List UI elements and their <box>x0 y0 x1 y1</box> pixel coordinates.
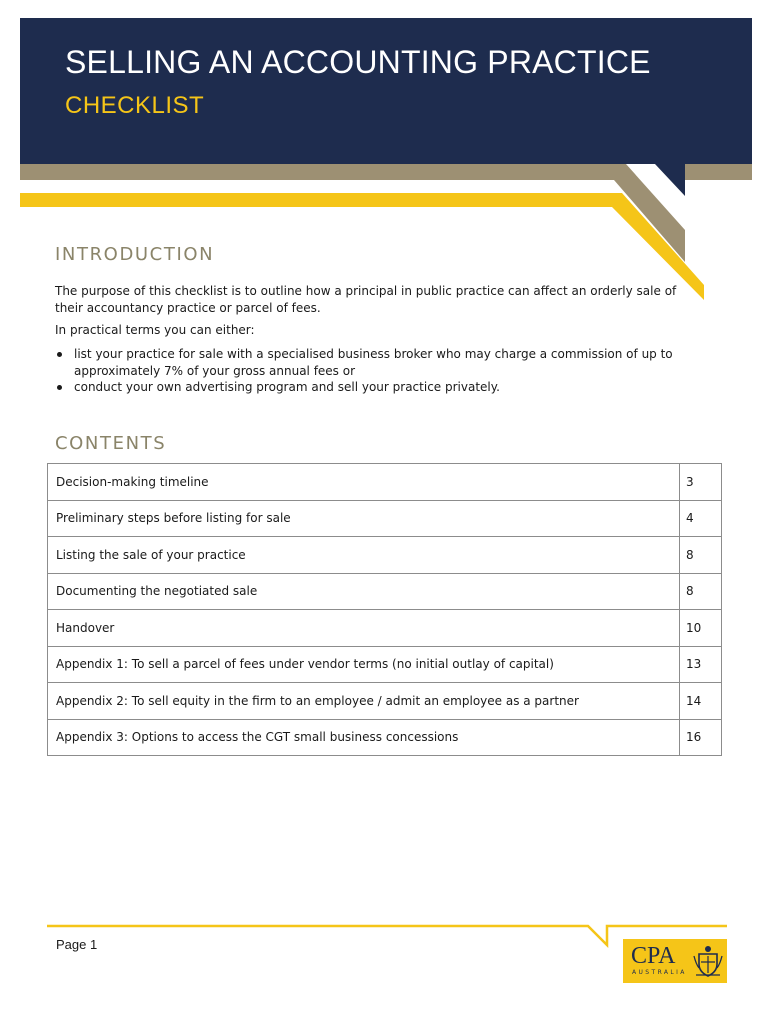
page-subtitle: CHECKLIST <box>65 92 205 119</box>
contents-heading: CONTENTS <box>55 433 167 454</box>
contents-entry-page: 14 <box>680 683 722 720</box>
contents-entry-page: 3 <box>680 464 722 501</box>
table-row[interactable] <box>48 573 722 610</box>
contents-entry-page: 13 <box>680 646 722 683</box>
introduction-heading: INTRODUCTION <box>55 244 215 265</box>
table-row[interactable] <box>48 500 722 537</box>
table-row[interactable] <box>48 646 722 683</box>
table-row[interactable] <box>48 537 722 574</box>
cpa-australia-logo <box>623 939 727 983</box>
crest-icon <box>693 944 723 978</box>
contents-entry-page: 10 <box>680 610 722 647</box>
logo-wordmark: CPA <box>631 943 676 969</box>
bullet-dot-icon <box>57 352 62 357</box>
contents-entry-title[interactable]: Documenting the negotiated sale <box>48 573 680 610</box>
contents-entry-page: 8 <box>680 573 722 610</box>
contents-entry-title[interactable]: Handover <box>48 610 680 647</box>
table-row[interactable] <box>48 683 722 720</box>
bullet-text: conduct your own advertising program and sell your practice privately. <box>74 380 500 394</box>
contents-entry-page: 16 <box>680 719 722 756</box>
contents-table <box>47 463 722 756</box>
contents-entry-title[interactable]: Appendix 2: To sell equity in the firm to an employee / admit an employee as a partner <box>48 683 680 720</box>
introduction-bullet-list <box>55 346 695 396</box>
bullet-text: list your practice for sale with a specialised business broker who may charge a commission of up to approximately 7% of your gross annual fees or <box>74 347 673 378</box>
page-number: Page 1 <box>56 937 98 952</box>
bullet-dot-icon <box>57 385 62 390</box>
bullet-item <box>55 346 695 379</box>
contents-entry-title[interactable]: Preliminary steps before listing for sale <box>48 500 680 537</box>
taupe-right <box>685 164 752 180</box>
contents-entry-title[interactable]: Listing the sale of your practice <box>48 537 680 574</box>
contents-entry-title[interactable]: Decision-making timeline <box>48 464 680 501</box>
table-row[interactable] <box>48 610 722 647</box>
contents-entry-title[interactable]: Appendix 1: To sell a parcel of fees under vendor terms (no initial outlay of capital) <box>48 646 680 683</box>
contents-entry-title[interactable]: Appendix 3: Options to access the CGT small business concessions <box>48 719 680 756</box>
bullet-item <box>55 379 695 396</box>
table-row[interactable] <box>48 464 722 501</box>
page-title: SELLING AN ACCOUNTING PRACTICE <box>65 44 651 80</box>
introduction-lead-in: In practical terms you can either: <box>55 323 255 337</box>
contents-entry-page: 4 <box>680 500 722 537</box>
table-row[interactable] <box>48 719 722 756</box>
logo-subtext: AUSTRALIA <box>632 969 687 976</box>
introduction-paragraph: The purpose of this checklist is to outline how a principal in public practice can affect an orderly sale of their accountancy practice or parcel of fees. <box>55 284 677 315</box>
contents-entry-page: 8 <box>680 537 722 574</box>
